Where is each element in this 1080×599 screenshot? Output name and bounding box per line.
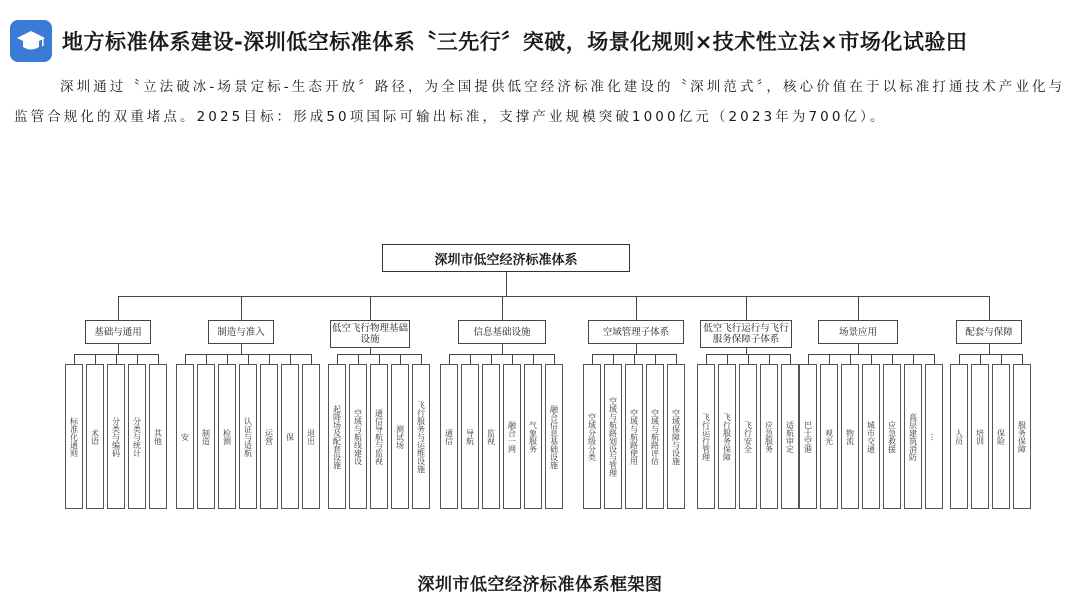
leaf-node: 保 — [281, 364, 299, 509]
leaf-node: 其他 — [149, 364, 167, 509]
leaf-stem — [269, 354, 270, 364]
leaf-bus-line — [337, 354, 421, 355]
leaf-node: 检测 — [218, 364, 236, 509]
leaf-node: 制造 — [197, 364, 215, 509]
category-node: 制造与准入 — [208, 320, 274, 344]
graduation-cap-icon — [10, 20, 52, 62]
leaf-stem — [470, 354, 471, 364]
leaf-stem — [913, 354, 914, 364]
leaf-node: 空域与航路评估 — [646, 364, 664, 509]
leaf-node: 融合一网 — [503, 364, 521, 509]
leaf-node: … — [925, 364, 943, 509]
leaf-stem — [449, 354, 450, 364]
category-connector — [502, 296, 503, 320]
leaf-node: 保险 — [992, 364, 1010, 509]
leaf-stem — [790, 354, 791, 364]
leaf-node: 空域保障与设施 — [667, 364, 685, 509]
root-connector — [506, 272, 507, 296]
leaf-connector — [502, 344, 503, 354]
standard-system-diagram — [0, 236, 1080, 516]
leaf-node: 应急服务 — [760, 364, 778, 509]
leaf-node: 人员 — [950, 364, 968, 509]
leaf-bus-line — [74, 354, 158, 355]
leaf-stem — [706, 354, 707, 364]
leaf-node: 融合信息基础设施 — [545, 364, 563, 509]
leaf-stem — [512, 354, 513, 364]
leaf-node: 安 — [176, 364, 194, 509]
leaf-node: 认证与适航 — [239, 364, 257, 509]
leaf-stem — [158, 354, 159, 364]
leaf-stem — [655, 354, 656, 364]
category-connector — [858, 296, 859, 320]
leaf-node: 空域分级分类 — [583, 364, 601, 509]
leaf-stem — [491, 354, 492, 364]
leaf-node: 飞行运行管理 — [697, 364, 715, 509]
leaf-stem — [95, 354, 96, 364]
leaf-connector — [241, 344, 242, 354]
leaf-node: 运营 — [260, 364, 278, 509]
leaf-node: 飞行服务与运维设施 — [412, 364, 430, 509]
leaf-stem — [116, 354, 117, 364]
leaf-connector — [118, 344, 119, 354]
leaf-node: 通信导航与监视 — [370, 364, 388, 509]
page-title: 地方标准体系建设-深圳低空标准体系〝三先行〞突破，场景化规则×技术性立法×市场化试验田 — [62, 30, 968, 54]
leaf-bus-line — [592, 354, 676, 355]
leaf-stem — [769, 354, 770, 364]
leaf-stem — [227, 354, 228, 364]
leaf-node: 城市交通 — [862, 364, 880, 509]
leaf-stem — [676, 354, 677, 364]
leaf-node: 监视 — [482, 364, 500, 509]
leaf-stem — [934, 354, 935, 364]
leaf-stem — [592, 354, 593, 364]
category-connector — [636, 296, 637, 320]
leaf-node: 空域与航线建设 — [349, 364, 367, 509]
leaf-node: 起降场及配套设施 — [328, 364, 346, 509]
leaf-node: 培训 — [971, 364, 989, 509]
leaf-stem — [980, 354, 981, 364]
leaf-stem — [554, 354, 555, 364]
leaf-node: 导航 — [461, 364, 479, 509]
leaf-connector — [858, 344, 859, 354]
category-connector — [746, 296, 747, 320]
diagram-caption: 深圳市低空经济标准体系框架图 — [417, 575, 663, 595]
leaf-node: 物流 — [841, 364, 859, 509]
leaf-stem — [1022, 354, 1023, 364]
leaf-stem — [808, 354, 809, 364]
leaf-stem — [533, 354, 534, 364]
leaf-stem — [400, 354, 401, 364]
leaf-bus-line — [706, 354, 790, 355]
leaf-node: 巴士空港 — [799, 364, 817, 509]
category-node: 空域管理子体系 — [588, 320, 684, 344]
leaf-node: 适航审定 — [781, 364, 799, 509]
category-node: 低空飞行物理基础设施 — [330, 320, 410, 348]
leaf-bus-line — [959, 354, 1022, 355]
leaf-node: 术语 — [86, 364, 104, 509]
leaf-stem — [1001, 354, 1002, 364]
category-connector — [370, 296, 371, 320]
leaf-stem — [290, 354, 291, 364]
category-connector — [118, 296, 119, 320]
leaf-stem — [137, 354, 138, 364]
leaf-node: 飞行安全 — [739, 364, 757, 509]
leaf-node: 观光 — [820, 364, 838, 509]
leaf-stem — [379, 354, 380, 364]
leaf-connector — [989, 344, 990, 354]
leaf-stem — [748, 354, 749, 364]
leaf-stem — [421, 354, 422, 364]
leaf-bus-line — [185, 354, 311, 355]
leaf-stem — [829, 354, 830, 364]
leaf-stem — [959, 354, 960, 364]
leaf-stem — [358, 354, 359, 364]
leaf-stem — [727, 354, 728, 364]
leaf-stem — [337, 354, 338, 364]
category-node: 配套与保障 — [956, 320, 1022, 344]
leaf-node: 飞行服务保障 — [718, 364, 736, 509]
leaf-stem — [613, 354, 614, 364]
leaf-node: 气象服务 — [524, 364, 542, 509]
diagram-root-node: 深圳市低空经济标准体系 — [382, 244, 630, 272]
leaf-stem — [634, 354, 635, 364]
leaf-bus-line — [449, 354, 554, 355]
leaf-node: 标准化通则 — [65, 364, 83, 509]
leaf-node: 退出 — [302, 364, 320, 509]
category-node: 基础与通用 — [85, 320, 151, 344]
category-connector — [241, 296, 242, 320]
category-node: 信息基础设施 — [458, 320, 546, 344]
category-node: 低空飞行运行与飞行服务保障子体系 — [700, 320, 792, 348]
leaf-stem — [871, 354, 872, 364]
leaf-connector — [636, 344, 637, 354]
leaf-stem — [850, 354, 851, 364]
leaf-node: 应急救援 — [883, 364, 901, 509]
leaf-stem — [892, 354, 893, 364]
leaf-stem — [248, 354, 249, 364]
leaf-stem — [185, 354, 186, 364]
leaf-node: 通信 — [440, 364, 458, 509]
leaf-stem — [206, 354, 207, 364]
leaf-stem — [74, 354, 75, 364]
leaf-node: 高层建筑消防 — [904, 364, 922, 509]
leaf-stem — [311, 354, 312, 364]
leaf-bus-line — [808, 354, 934, 355]
leaf-node: 空域与航路划设与管理 — [604, 364, 622, 509]
leaf-node: 服务保障 — [1013, 364, 1031, 509]
category-node: 场景应用 — [818, 320, 898, 344]
summary-paragraph: 深圳通过〝立法破冰-场景定标-生态开放〞路径，为全国提供低空经济标准化建设的〝深圳范式〞，核心价值在于以标准打通技术产业化与监管合规化的双重堵点。2025目标：形成50项国际可输出标准，支撑产业规模突破1000亿元（2023年为700亿）。 — [14, 79, 1066, 125]
category-connector — [989, 296, 990, 320]
leaf-node: 空域与航路使用 — [625, 364, 643, 509]
leaf-node: 分类与统计 — [128, 364, 146, 509]
leaf-node: 测试场 — [391, 364, 409, 509]
leaf-node: 分类与编码 — [107, 364, 125, 509]
